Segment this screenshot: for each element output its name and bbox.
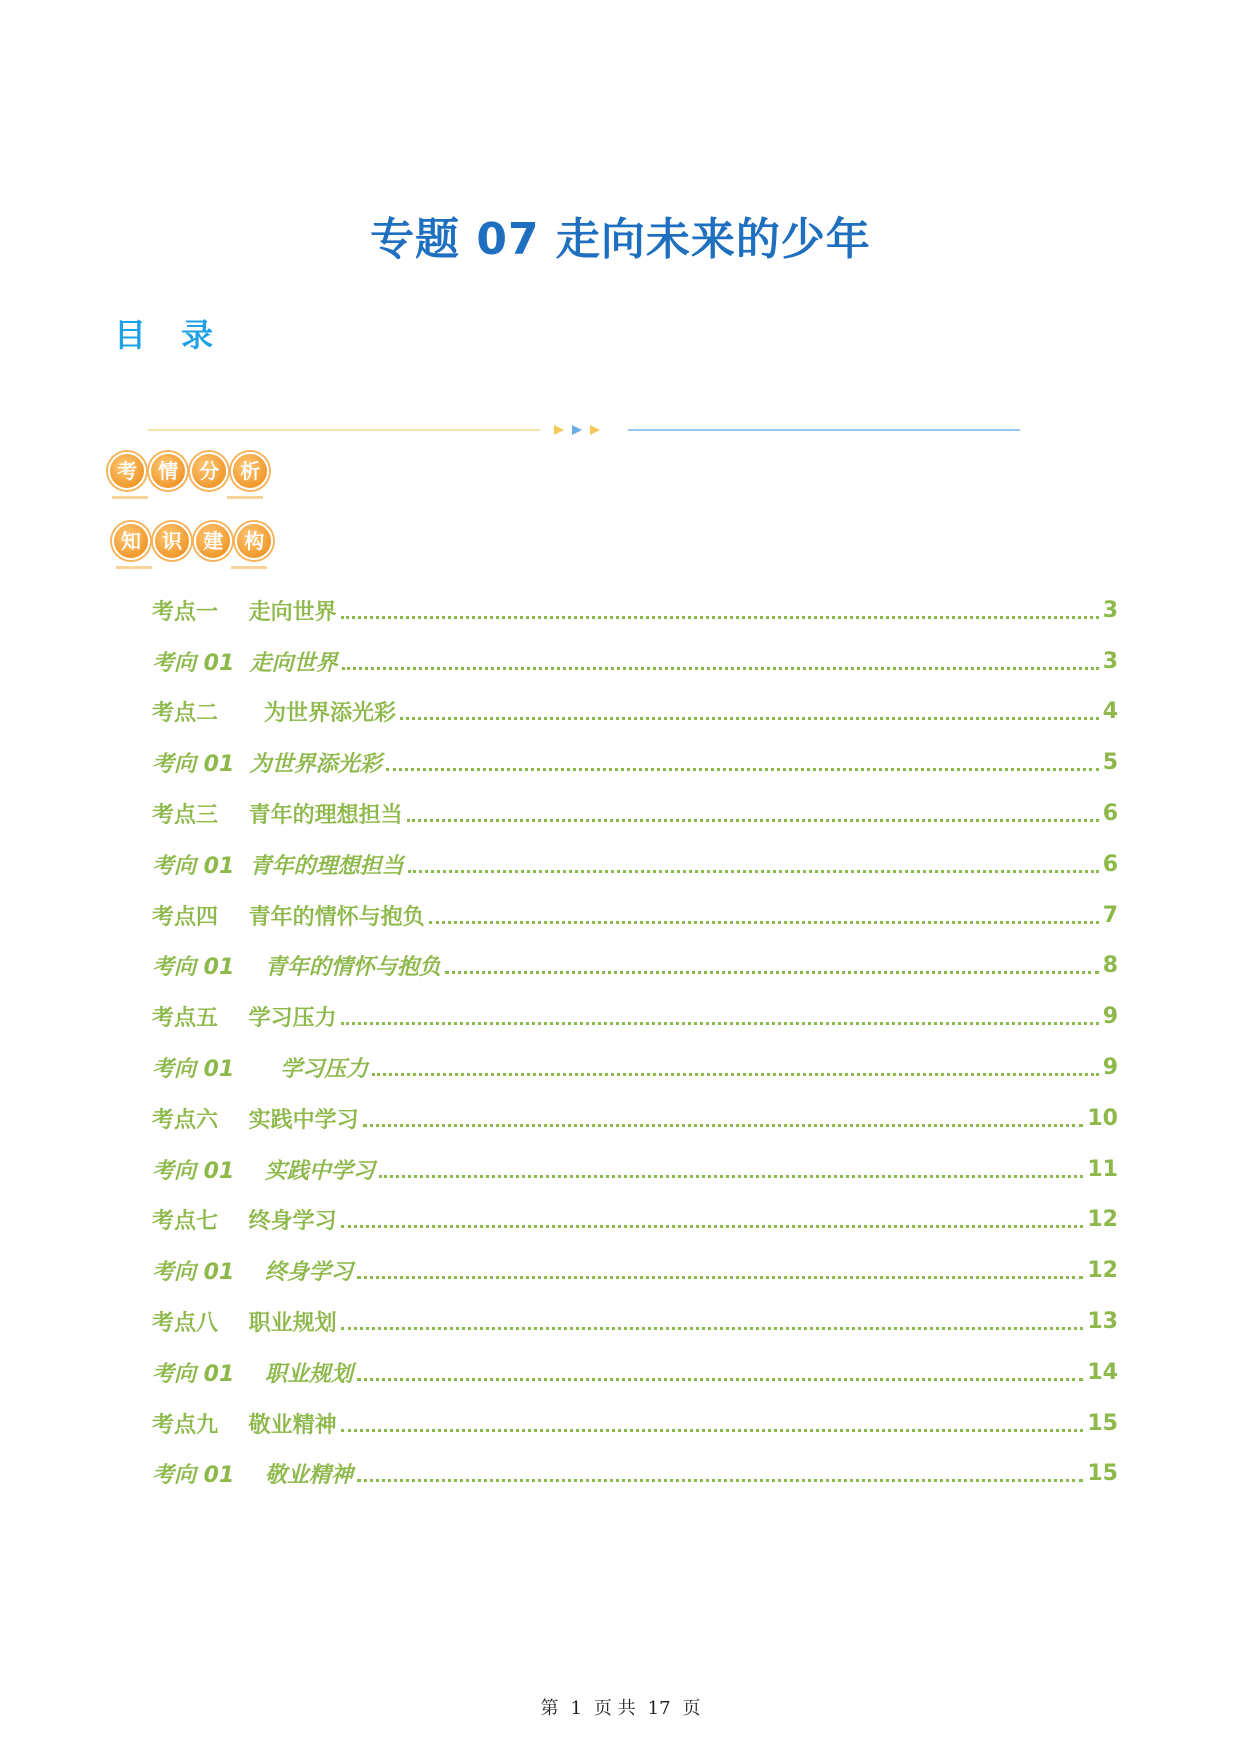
table-of-contents — [152, 585, 1118, 1499]
toc-entry-page: 9 — [1102, 1055, 1118, 1081]
toc-entry-label: 考向 01 终身学习 — [152, 1260, 353, 1286]
toc-entry-label: 考点六 实践中学习 — [152, 1107, 359, 1133]
toc-entry-label: 考向 01 走向世界 — [152, 650, 338, 676]
footer-suffix: 页 — [682, 1698, 701, 1719]
toc-direction-entry[interactable] — [152, 941, 1118, 992]
toc-leader-dots — [341, 1203, 1084, 1228]
toc-leader-dots — [445, 949, 1099, 974]
toc-entry-page: 11 — [1087, 1156, 1118, 1182]
badge-underline — [231, 566, 267, 569]
toc-entry-label: 考向 01 为世界添光彩 — [152, 752, 382, 778]
document-title: 专题 07 走向未来的少年 — [370, 214, 871, 265]
badge-char: 分 — [190, 452, 228, 490]
toc-entry-label: 考点二 为世界添光彩 — [152, 701, 396, 727]
toc-entry-page: 3 — [1102, 648, 1118, 674]
toc-entry-page: 15 — [1087, 1410, 1118, 1436]
page-footer — [0, 1694, 1241, 1720]
toc-entry-label: 考向 01 敬业精神 — [152, 1463, 353, 1489]
toc-entry-page: 6 — [1102, 851, 1118, 877]
badge-char: 识 — [153, 522, 191, 560]
badge-underline — [116, 566, 152, 569]
toc-entry-label: 考点一 走向世界 — [152, 599, 337, 625]
toc-entry-page: 5 — [1102, 750, 1118, 776]
footer-current-page: 1 — [570, 1698, 582, 1719]
contents-heading: 目 录 — [114, 316, 226, 354]
toc-leader-dots — [357, 1457, 1083, 1482]
toc-direction-entry[interactable] — [152, 1245, 1118, 1296]
divider-line-left — [148, 429, 540, 431]
footer-prefix: 第 — [540, 1698, 559, 1719]
toc-entry-label: 考向 01 青年的理想担当 — [152, 853, 404, 879]
toc-leader-dots — [341, 1000, 1099, 1025]
divider-arrows-icon — [550, 422, 620, 438]
toc-leader-dots — [342, 645, 1099, 670]
toc-direction-entry[interactable] — [152, 1144, 1118, 1195]
toc-point-entry[interactable] — [152, 687, 1118, 738]
toc-point-entry[interactable] — [152, 1093, 1118, 1144]
toc-leader-dots — [363, 1102, 1084, 1127]
toc-point-entry[interactable] — [152, 991, 1118, 1042]
toc-entry-label: 考点七 终身学习 — [152, 1209, 337, 1235]
toc-direction-entry[interactable] — [152, 1449, 1118, 1500]
toc-point-entry[interactable] — [152, 890, 1118, 941]
toc-leader-dots — [386, 746, 1099, 771]
toc-entry-label: 考向 01 职业规划 — [152, 1361, 353, 1387]
footer-middle: 页 共 — [593, 1698, 636, 1719]
toc-entry-label: 考点四 青年的情怀与抱负 — [152, 904, 425, 930]
toc-entry-label: 考点五 学习压力 — [152, 1006, 337, 1032]
toc-entry-page: 8 — [1102, 953, 1118, 979]
badge-char: 析 — [231, 452, 269, 490]
toc-leader-dots — [341, 594, 1099, 619]
toc-entry-page: 12 — [1087, 1258, 1118, 1284]
toc-entry-page: 15 — [1087, 1461, 1118, 1487]
toc-leader-dots — [357, 1356, 1083, 1381]
toc-entry-page: 4 — [1102, 699, 1118, 725]
badge-char: 情 — [149, 452, 187, 490]
toc-leader-dots — [407, 797, 1099, 822]
toc-entry-page: 12 — [1087, 1207, 1118, 1233]
toc-entry-page: 13 — [1087, 1309, 1118, 1335]
toc-entry-label: 考向 01 学习压力 — [152, 1057, 369, 1083]
knowledge-building-badge[interactable] — [112, 522, 271, 568]
toc-direction-entry[interactable] — [152, 839, 1118, 890]
section-divider — [148, 420, 1028, 440]
toc-direction-entry[interactable] — [152, 1347, 1118, 1398]
toc-point-entry[interactable] — [152, 1195, 1118, 1246]
toc-leader-dots — [379, 1153, 1083, 1178]
toc-entry-page: 3 — [1102, 597, 1118, 623]
toc-entry-label: 考点九 敬业精神 — [152, 1412, 337, 1438]
toc-point-entry[interactable] — [152, 788, 1118, 839]
toc-entry-label: 考点八 职业规划 — [152, 1311, 337, 1337]
toc-entry-page: 10 — [1087, 1105, 1118, 1131]
toc-entry-label: 考向 01 实践中学习 — [152, 1158, 375, 1184]
toc-entry-label: 考点三 青年的理想担当 — [152, 803, 403, 829]
badge-char: 知 — [112, 522, 150, 560]
toc-leader-dots — [400, 695, 1099, 720]
badge-char: 建 — [194, 522, 232, 560]
toc-entry-page: 9 — [1102, 1004, 1118, 1030]
badge-char: 考 — [108, 452, 146, 490]
toc-point-entry[interactable] — [152, 1296, 1118, 1347]
toc-entry-page: 7 — [1102, 902, 1118, 928]
toc-direction-entry[interactable] — [152, 636, 1118, 687]
toc-entry-page: 14 — [1087, 1359, 1118, 1385]
toc-leader-dots — [429, 899, 1099, 924]
toc-leader-dots — [341, 1305, 1084, 1330]
toc-leader-dots — [357, 1254, 1083, 1279]
toc-direction-entry[interactable] — [152, 1042, 1118, 1093]
toc-entry-page: 6 — [1102, 801, 1118, 827]
toc-point-entry[interactable] — [152, 1398, 1118, 1449]
divider-line-right — [628, 429, 1020, 431]
footer-total-pages: 17 — [647, 1698, 671, 1719]
badge-char: 构 — [235, 522, 273, 560]
toc-leader-dots — [372, 1051, 1098, 1076]
toc-direction-entry[interactable] — [152, 737, 1118, 788]
badge-underline — [112, 496, 148, 499]
exam-analysis-badge[interactable] — [108, 452, 267, 498]
toc-leader-dots — [408, 848, 1099, 873]
badge-underline — [227, 496, 263, 499]
toc-leader-dots — [341, 1407, 1084, 1432]
toc-entry-label: 考向 01 青年的情怀与抱负 — [152, 955, 441, 981]
toc-point-entry[interactable] — [152, 585, 1118, 636]
